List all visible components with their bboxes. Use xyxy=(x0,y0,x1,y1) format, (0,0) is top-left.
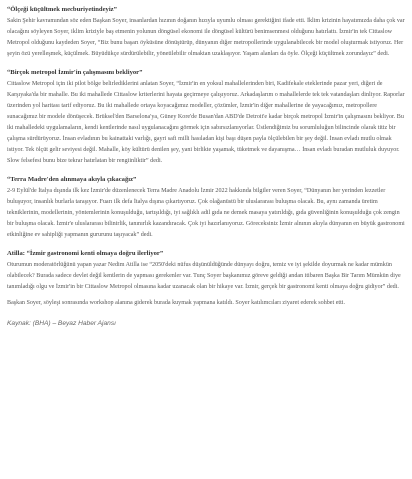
section-paragraph: Sakin Şehir kavramından söz eden Başkan Soyer, insanlardan hızının doğanın hızıyla uyumlu olması gerektiğini ifade etti. İklim krizinin hayatımızda daha çok var olacağını söyleyen Soyer, iklim kriziyle baş etmenin yolunun döngüsel ekonomi ile döngüsel kültürü benimsenmesi olduğunu hatırlattı. İzmir'in tek Cittaslow Metropol olduğunu kaydeden Soyer, “Biz bunu başarı öyküsüne dönüştürüp, dünyanın diğer metropollerinde uygulanabilecek bir model oluşturmak istiyoruz. Her şeyin özü yerelleşmek, küçülmek. Büyüdükçe sürdürülebilir, yönetilebilir olmaktan uzaklaşıyor. Yaşam alanları da öyle. Ölçeği küçültmek zorundayız” dedi. xyxy=(7,18,405,57)
section-heading: “Ölçeği küçültmek mecburiyetindeyiz” xyxy=(7,6,117,13)
section-heading: “Terra Madre'den alınmaya akıyla çıkacağız” xyxy=(7,176,137,183)
section-atilla-gastronomi xyxy=(7,248,405,309)
source-credit: Kaynak: (BHA) – Beyaz Haber Ajansı xyxy=(7,320,116,327)
section-metropol-bekliyor xyxy=(7,67,405,167)
section-olcegi-kucultmek xyxy=(7,4,405,60)
section-terra-madre xyxy=(7,174,405,241)
section-paragraph: 2-9 Eylül'de İtalya dışında ilk kez İzmir'de düzenlenecek Terra Madre Anadolu İzmir 2022 hakkında bilgiler veren Soyer, “Dünyanın her yerinden lezzetler buluşuyor, insanlık burlarla taraşıyor. Fuarı ilk defa İtalya dışına çıkartıyoruz. Çok olağanüstü bir uluslararası buluşma olacak. Bu, aynı zamanda üretim tekniklerinin, modellerinin, yöntemlerinin konuşulduğu, tartışıldığı, iyi sağlıklı adil gıda ne demek masaya yatırıldığı, gıda güvenliğinin konuşulduğu çok zengin bir buluşma olacak. İzmir'e uluslararası bilinirlik, tanınırlık kazandıracak. Çok iyi hazırlanıyoruz. Göreceksiniz İzmir alnının akıyla dünyanın en büyük gastronomi etkinliğine ev sahipliği yapmanın gururunu taşıyacak” dedi. xyxy=(7,188,405,238)
section-heading: “Birçok metropol İzmir'in çalışmasını bekliyor” xyxy=(7,69,143,76)
section-paragraph: Başkan Soyer, söyleşi sonrasında workshop alanına giderek burada kuymak yapmana katıldı. Soyer katılımcıları ziyaret ederek sohbet etti. xyxy=(7,300,346,306)
section-heading: Atilla: “İzmir gastronomi kenti olmaya doğru ilerliyor” xyxy=(7,250,164,257)
section-paragraph: Oturumun moderatörlüğünü yapan yazar Nedim Atilla ise “2050'deki nüfus düşünüldüğünde dünyayı doğru, temiz ve iyi şekilde doyurmak ne kadar mümkün olabilecek? Burada sadece devlet değil kentlerin de yapması gerekenler var. Tunç Soyer başkanımız göreve geldiği andan itibaren Başka Bir Tarım Mümkün diye tanımladığı olgu ve İzmir'in bir Cittaslow Metropol olmasına kadar uzanacak olan bir hikaye var. İzmir, gerçek bir gastronomi kenti olmaya doğru gidiyor” dedi. xyxy=(7,262,401,290)
section-paragraph: Cittaslow Metropol için iki pilot bölge belirlediklerini anlatan Soyer, “İzmir'in en yoksul mahallelerinden biri, Kadifekale eteklerinde pazar yeri, diğeri de Karşıyaka'da bir mahalle. Bu iki mahallede Cittaslow kriterlerini hayata geçirmeye çalışıyoruz. Arkadaşlarım o mahallelerde tek tek vatandaşları dinliyor. Raporlar üzerinden yol haritası tarif ediyoruz. Bu iki mahallede ortaya koyacağımız modeller, çözümler, İzmir'in diğer mahallerine de yayacağımız, metropollere sunacağımız bir modele dönüşecek. Brüksel'den Barselona'ya, Güney Kore'de Busan'dan ABD'de Detroit'e kadar birçok metropol İzmir'in çalışmasını bekliyor. Bu iki mahalledeki uygulamaların, kendi kentlerinde nasıl uygulanacağını görmek için sabırsızlanıyorlar. Üstlendiğimiz bu sorumluluğun bilincinde olarak titiz bir çalışma sürdürüyoruz. İnsan evladının bu kainattaki varlığı, gayri safi milli hasıladan kişi başı düşen payla ölçülebilen bir şey değil. İnsan evladı mutlu olmak istiyor. Tek ölçüt gelir seviyesi değil. Mahalle, köy kültürü denilen şey, yani birlikte yaşamak, tüketmek ve dayanışma… İnsan evladı buradan mutluluk duyuyor. Slow felsefesi bunu bize tekrar hatırlatan bir rengiinliktir” dedi. xyxy=(7,81,405,164)
